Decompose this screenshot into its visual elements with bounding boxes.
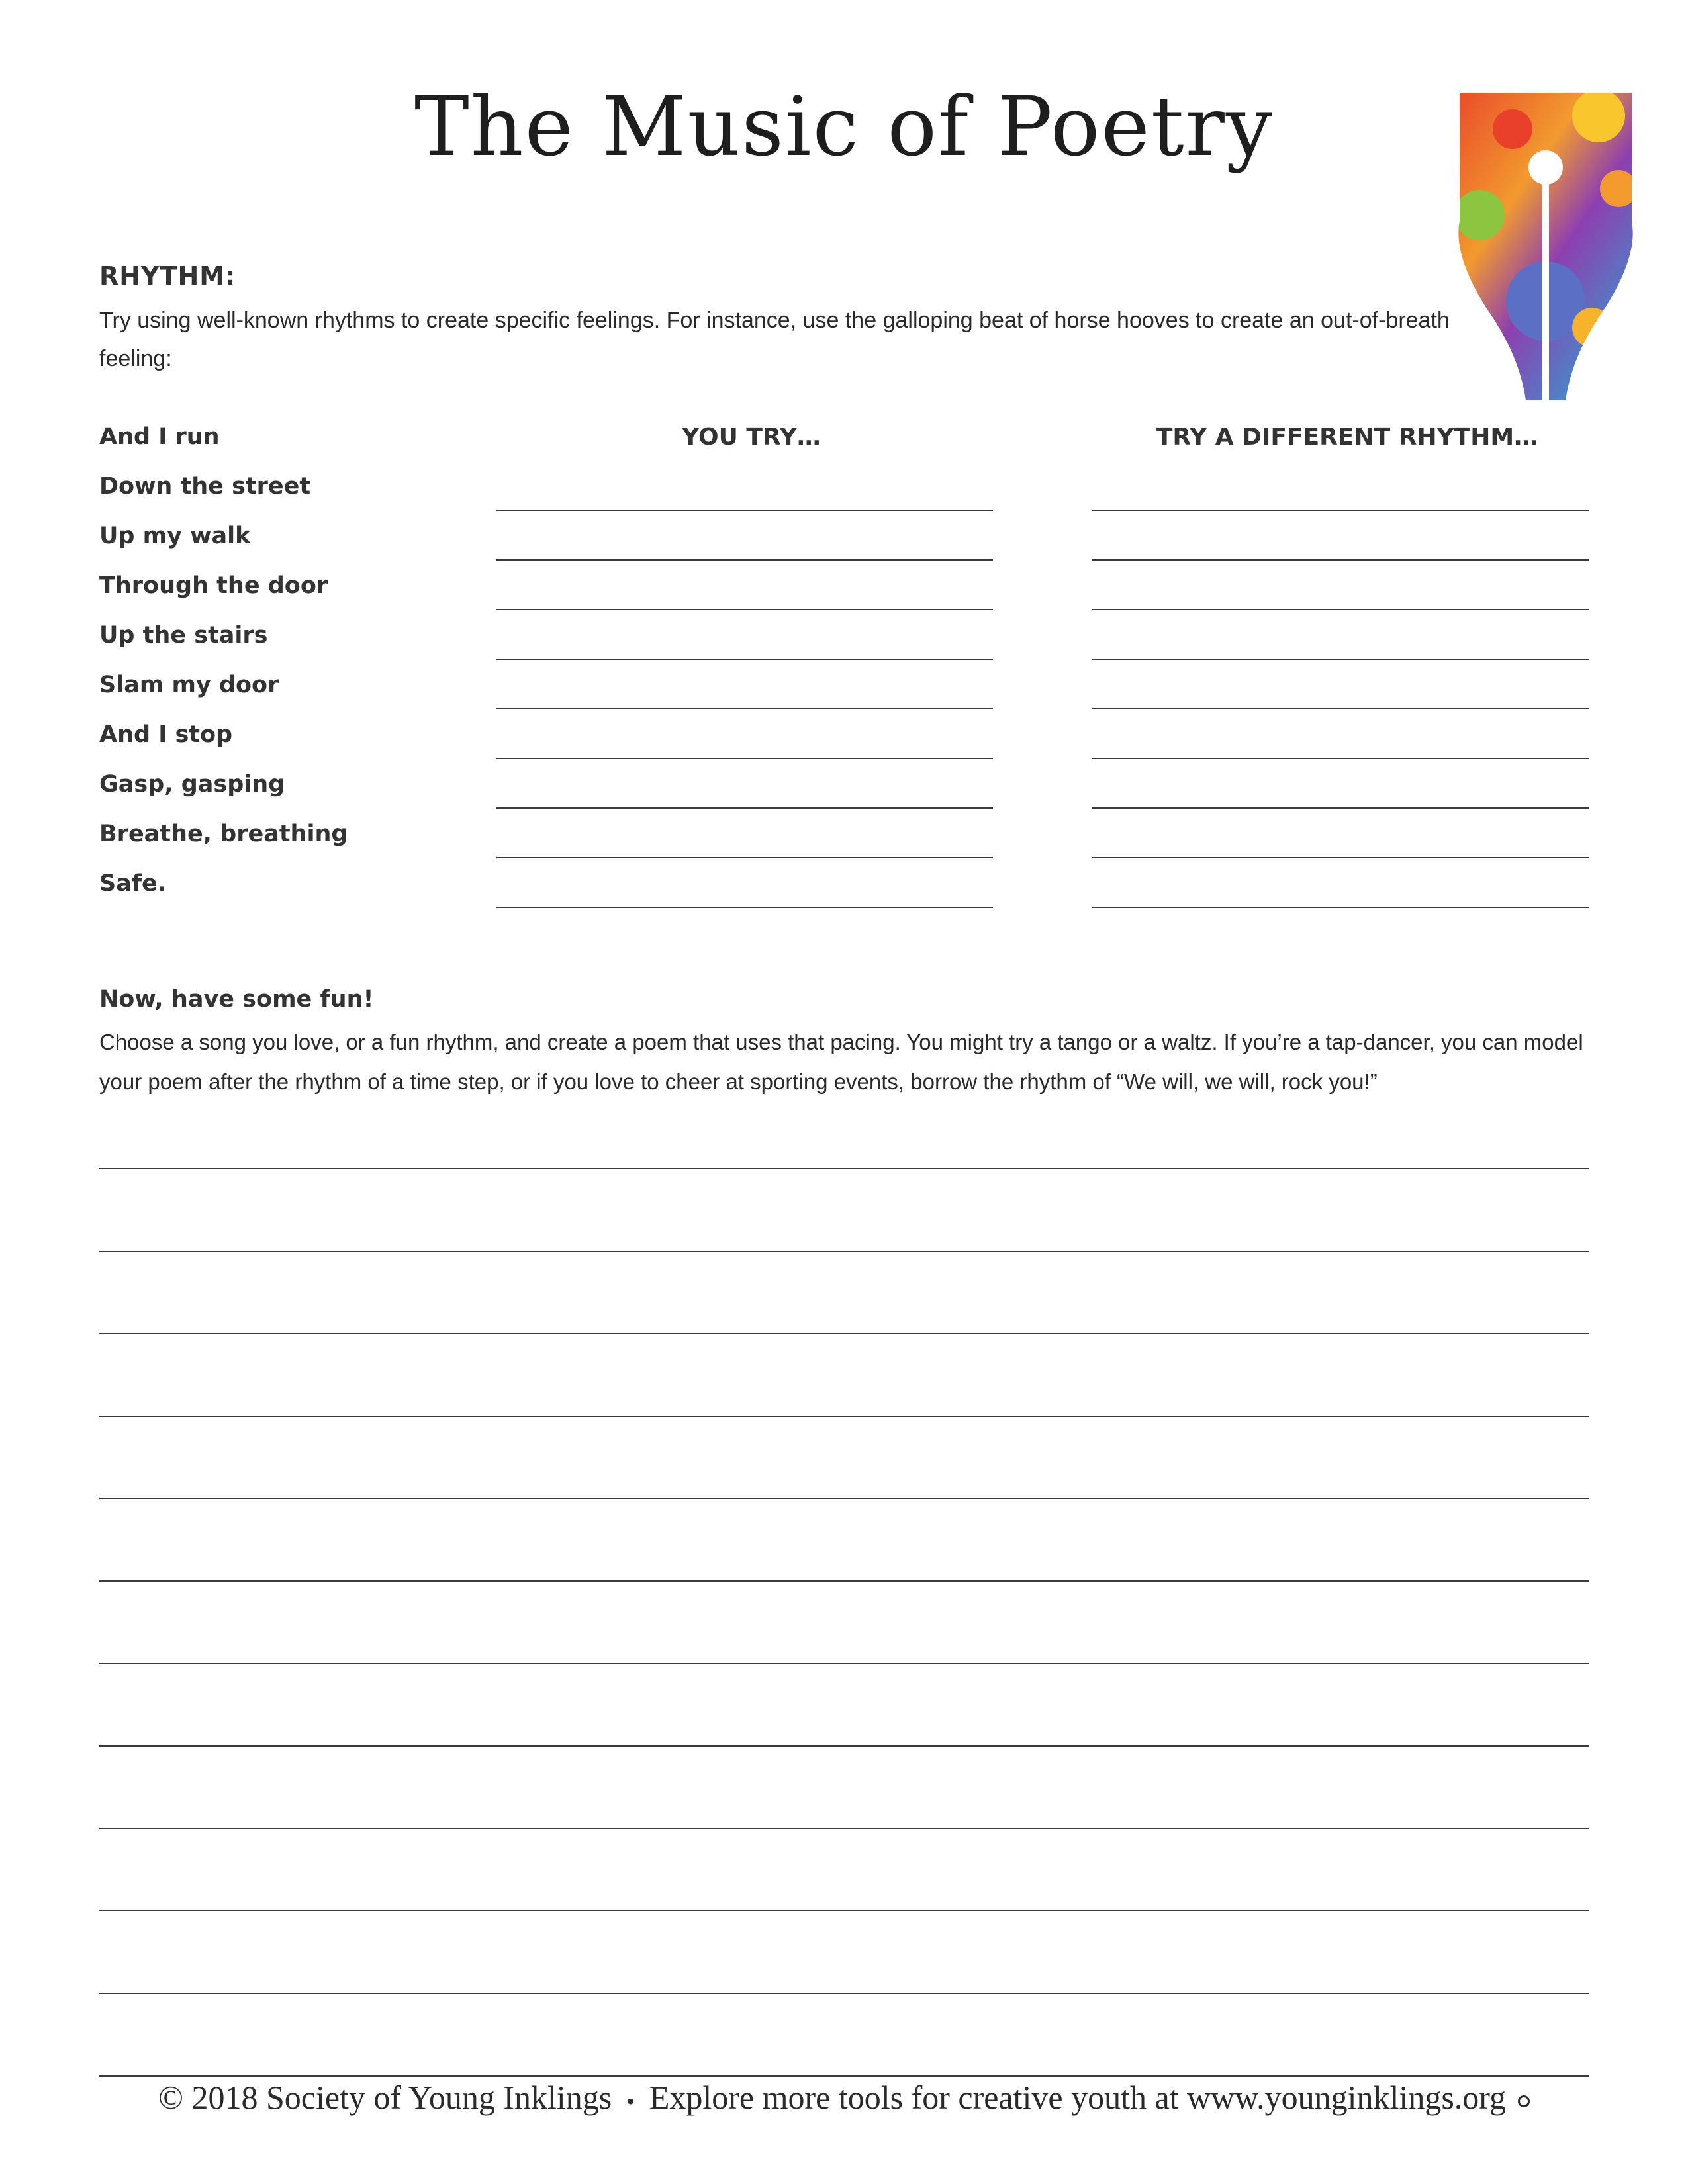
- rhythm-intro: Try using well-known rhythms to create specific feelings. For instance, use the galloping beat of horse hooves to create an out-of-breath feeling:: [99, 308, 1450, 371]
- poem-writing-line[interactable]: [99, 1828, 1589, 1829]
- different-rhythm-answer-line[interactable]: [1092, 907, 1589, 908]
- footer: [0, 2078, 1688, 2116]
- rhythm-example-line: And I stop: [99, 721, 233, 748]
- poem-writing-line[interactable]: [99, 1745, 1589, 1747]
- different-rhythm-answer-line[interactable]: [1092, 659, 1589, 660]
- you-try-answer-line[interactable]: [496, 758, 993, 759]
- you-try-answer-line[interactable]: [496, 857, 993, 858]
- rhythm-heading: RHYTHM:: [99, 261, 236, 291]
- rhythm-example-line: And I run: [99, 424, 220, 450]
- different-rhythm-answer-line[interactable]: [1092, 807, 1589, 809]
- you-try-answer-line[interactable]: [496, 659, 993, 660]
- fun-instructions: Choose a song you love, or a fun rhythm, and create a poem that uses that pacing. You might try a tango or a waltz. If you’re a tap-dancer, you can model your poem after the rhythm of a time step, or if you love to cheer at sporting events, borrow the rhythm of “We will, we will, rock you!”: [99, 1030, 1583, 1094]
- poem-writing-line[interactable]: [99, 1663, 1589, 1664]
- poem-writing-line[interactable]: [99, 1498, 1589, 1499]
- footer-copyright: © 2018 Society of Young Inklings: [158, 2079, 612, 2116]
- rhythm-example-line: Safe.: [99, 870, 167, 897]
- you-try-answer-line[interactable]: [496, 708, 993, 709]
- poem-writing-line[interactable]: [99, 1910, 1589, 1911]
- rhythm-example-line: Down the street: [99, 473, 311, 500]
- rhythm-example-line: Gasp, gasping: [99, 771, 285, 797]
- rhythm-example-line: Up the stairs: [99, 622, 268, 649]
- footer-tagline: Explore more tools for creative youth at www.younginklings.org: [649, 2079, 1507, 2116]
- page-title: The Music of Poetry: [414, 79, 1274, 175]
- different-rhythm-answer-line[interactable]: [1092, 857, 1589, 858]
- you-try-answer-line[interactable]: [496, 510, 993, 511]
- poem-writing-line[interactable]: [99, 2075, 1589, 2077]
- poem-writing-line[interactable]: [99, 1168, 1589, 1169]
- fun-heading: Now, have some fun!: [99, 986, 374, 1013]
- you-try-answer-line[interactable]: [496, 907, 993, 908]
- rhythm-example-line: Breathe, breathing: [99, 821, 348, 847]
- different-rhythm-answer-line[interactable]: [1092, 559, 1589, 561]
- different-rhythm-answer-line[interactable]: [1092, 708, 1589, 709]
- different-rhythm-answer-line[interactable]: [1092, 609, 1589, 610]
- poem-writing-line[interactable]: [99, 1993, 1589, 1994]
- different-rhythm-answer-line[interactable]: [1092, 510, 1589, 511]
- poem-writing-line[interactable]: [99, 1416, 1589, 1417]
- you-try-column-heading: YOU TRY…: [682, 424, 821, 451]
- footer-ring-icon: [1518, 2095, 1530, 2107]
- rhythm-example-line: Up my walk: [99, 523, 251, 549]
- rhythm-example-line: Through the door: [99, 572, 328, 599]
- different-rhythm-answer-line[interactable]: [1092, 758, 1589, 759]
- you-try-answer-line[interactable]: [496, 609, 993, 610]
- you-try-answer-line[interactable]: [496, 559, 993, 561]
- you-try-answer-line[interactable]: [496, 807, 993, 809]
- poem-writing-line[interactable]: [99, 1251, 1589, 1252]
- poem-writing-line[interactable]: [99, 1333, 1589, 1334]
- footer-separator: •: [626, 2087, 635, 2115]
- rhythm-example-line: Slam my door: [99, 672, 279, 698]
- poem-writing-line[interactable]: [99, 1580, 1589, 1582]
- different-rhythm-column-heading: TRY A DIFFERENT RHYTHM…: [1156, 424, 1538, 451]
